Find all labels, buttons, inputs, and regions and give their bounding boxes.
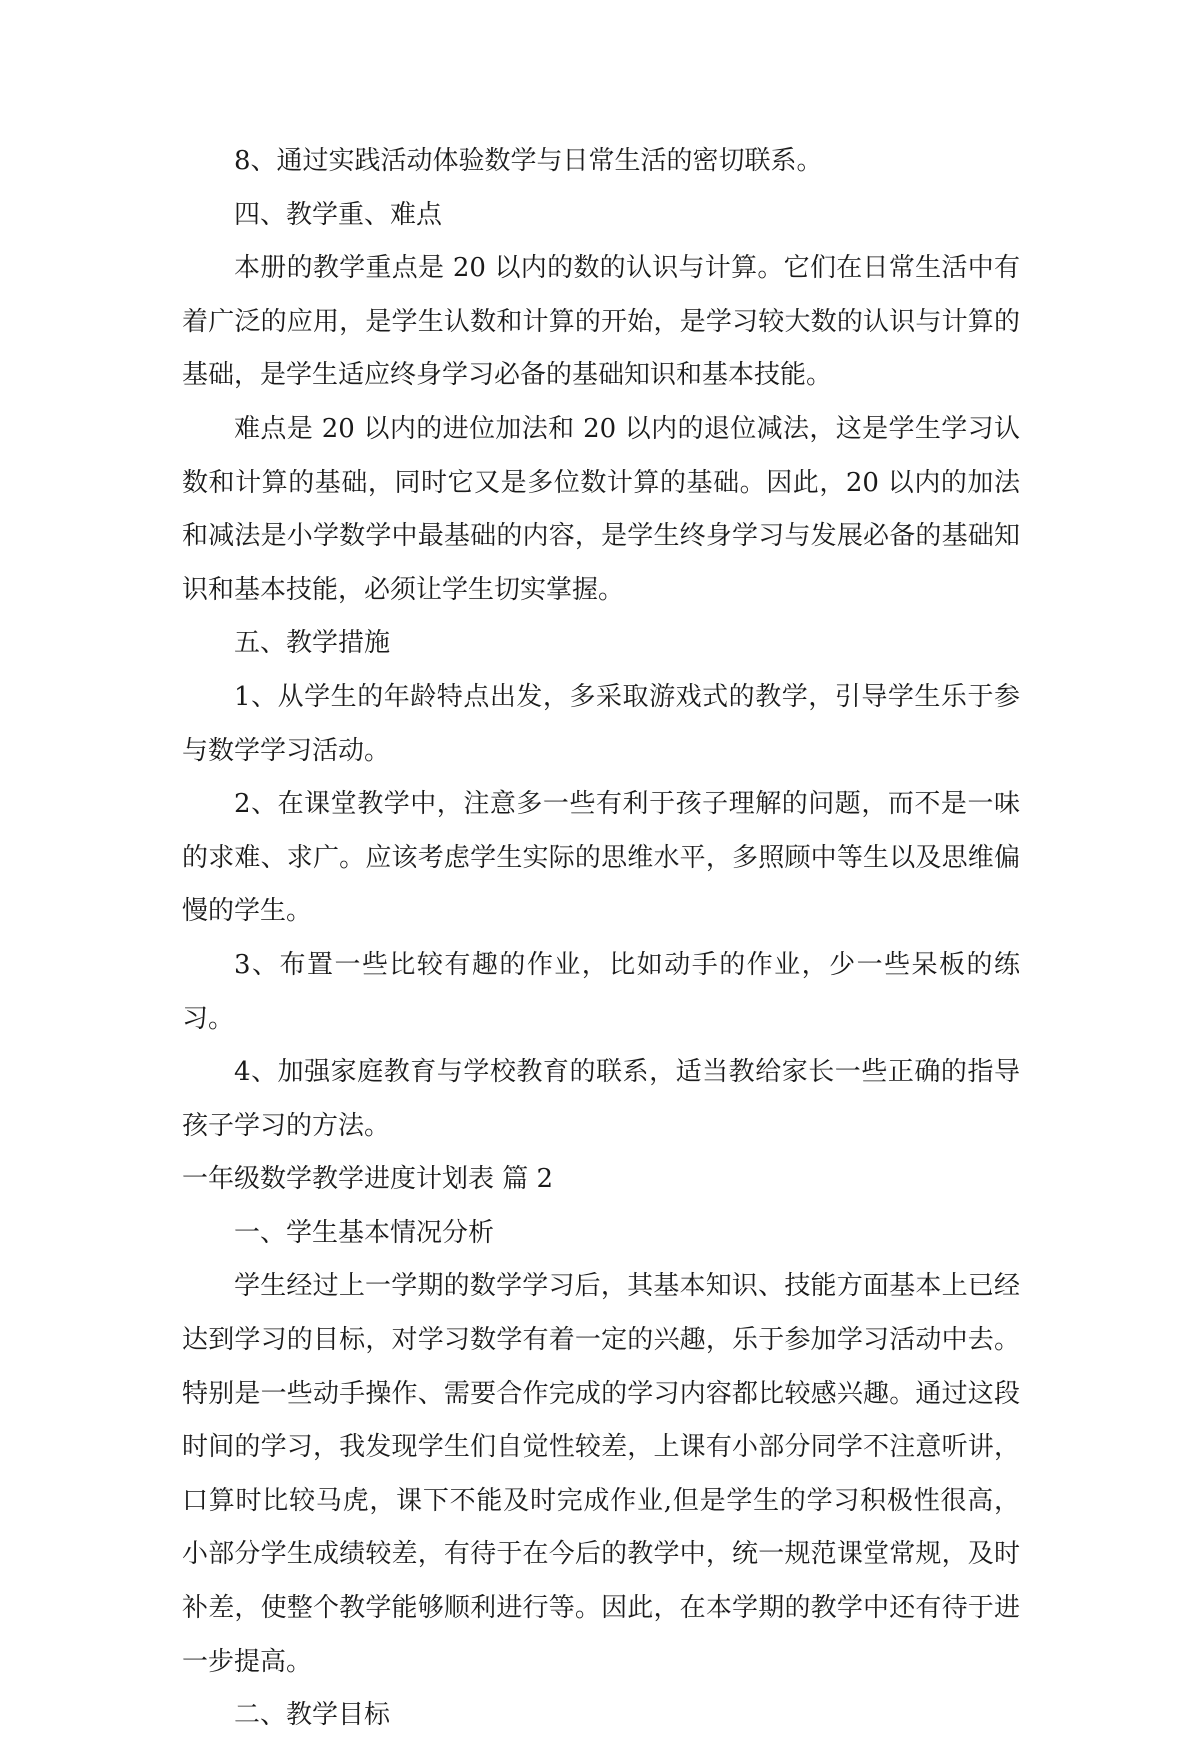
document-body bbox=[182, 135, 1020, 1743]
section-heading-student-analysis: 一、学生基本情况分析 bbox=[234, 1217, 495, 1248]
measure-item-3: 3、布置一些比较有趣的作业，比如动手的作业，少一些呆板的练习。 bbox=[182, 949, 1020, 1034]
paragraph-key-points: 本册的教学重点是 20 以内的数的认识与计算。它们在日常生活中有着广泛的应用，是学生认数和计算的开始，是学习较大数的认识与计算的基础，是学生适应终身学习必备的基础知识和基本技能。 bbox=[182, 253, 1020, 391]
paragraph-difficulties: 难点是 20 以内的进位加法和 20 以内的退位减法，这是学生学习认数和计算的基础，同时它又是多位数计算的基础。因此，20 以内的加法和减法是小学数学中最基础的内容，是学生终身学习与发展必备的基础知识和基本技能，必须让学生切实掌握。 bbox=[182, 413, 1020, 605]
measure-item-2: 2、在课堂教学中，注意多一些有利于孩子理解的问题，而不是一味的求难、求广。应该考虑学生实际的思维水平，多照顾中等生以及思维偏慢的学生。 bbox=[182, 789, 1020, 927]
section-heading-measures: 五、教学措施 bbox=[234, 628, 391, 659]
document-title-part-2: 一年级数学教学进度计划表 篇 2 bbox=[182, 1164, 554, 1195]
measure-item-1: 1、从学生的年龄特点出发，多采取游戏式的教学，引导学生乐于参与数学学习活动。 bbox=[182, 681, 1020, 766]
section-heading-teaching-goals: 二、教学目标 bbox=[234, 1700, 391, 1731]
section-heading-key-points: 四、教学重、难点 bbox=[234, 199, 443, 230]
paragraph-student-analysis: 学生经过上一学期的数学学习后，其基本知识、技能方面基本上已经达到学习的目标，对学习数学有着一定的兴趣，乐于参加学习活动中去。特别是一些动手操作、需要合作完成的学习内容都比较感兴趣。通过这段时间的学习，我发现学生们自觉性较差，上课有小部分同学不注意听讲，口算时比较马虎，课下不能及时完成作业,但是学生的学习积极性很高，小部分学生成绩较差，有待于在今后的教学中，统一规范课堂常规，及时补差，使整个教学能够顺利进行等。因此，在本学期的教学中还有待于进一步提高。 bbox=[182, 1271, 1020, 1677]
measure-item-4: 4、加强家庭教育与学校教育的联系，适当教给家长一些正确的指导孩子学习的方法。 bbox=[182, 1057, 1020, 1141]
list-item-8: 8、通过实践活动体验数学与日常生活的密切联系。 bbox=[234, 146, 823, 176]
